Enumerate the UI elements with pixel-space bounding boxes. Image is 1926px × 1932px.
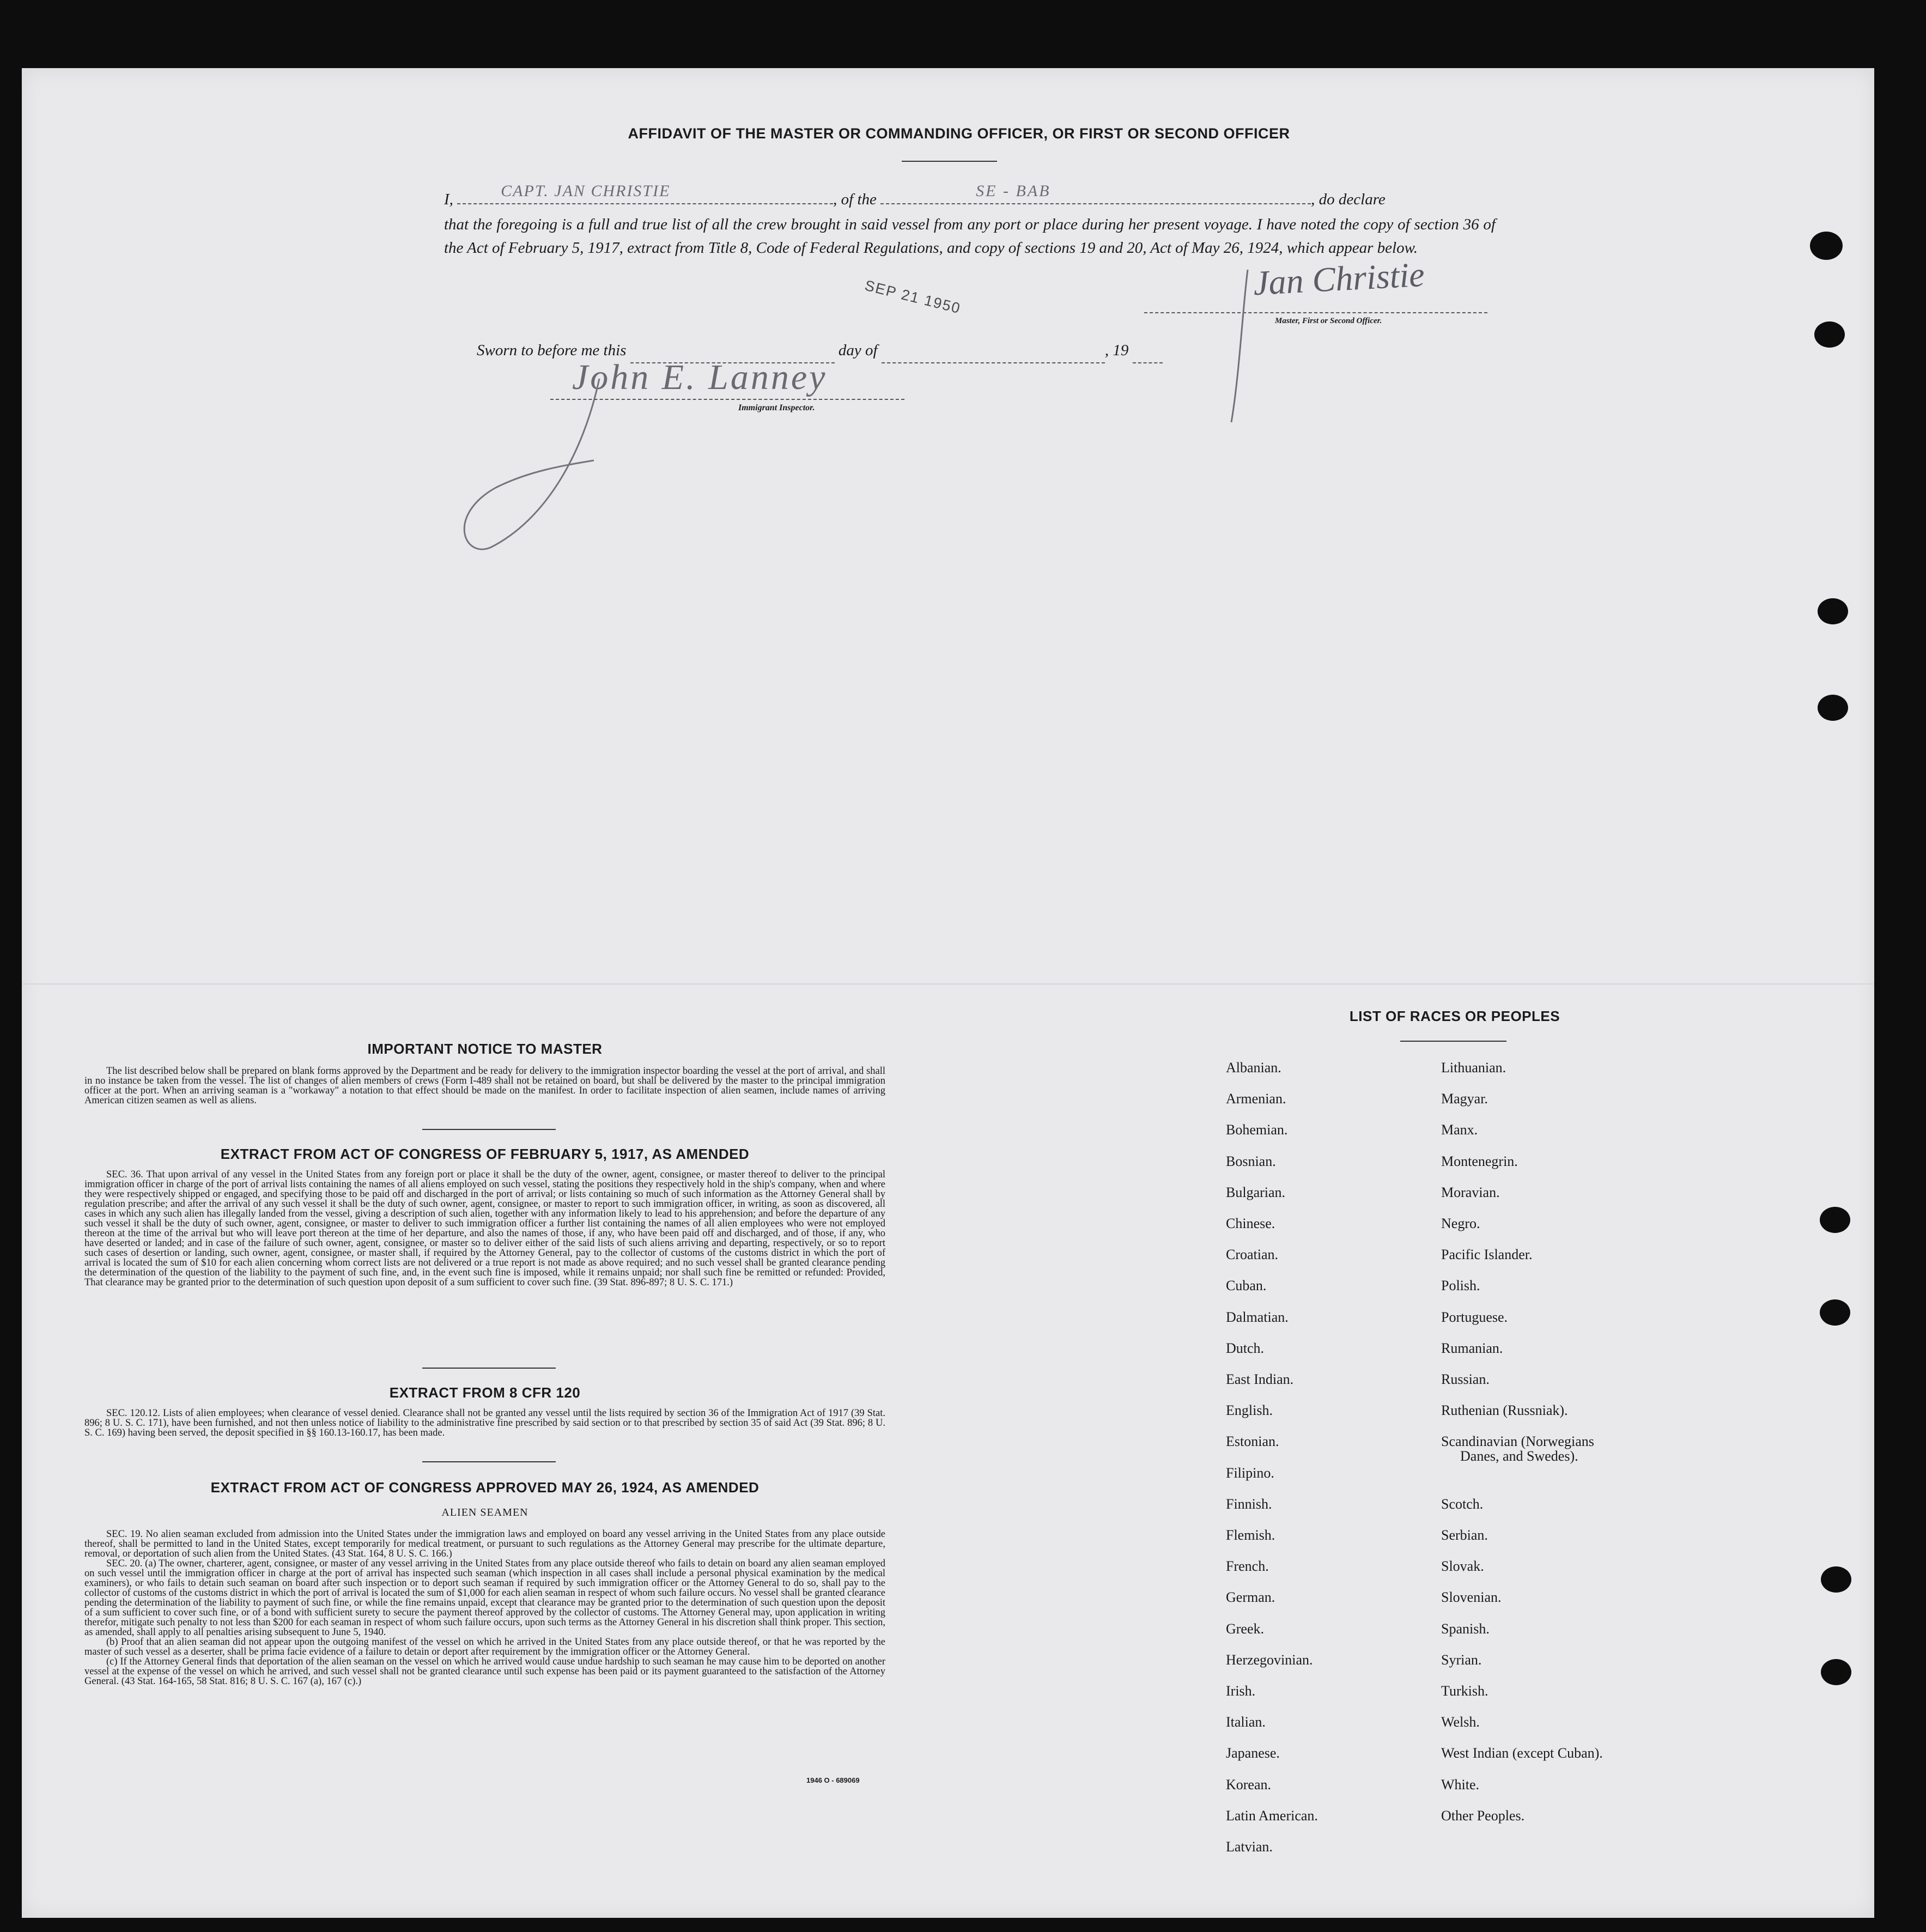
race-item: Korean. (1226, 1776, 1272, 1793)
race-item: Filipino. (1226, 1465, 1274, 1481)
sec-19-paragraph: SEC. 19. No alien seaman excluded from admission into the United States under the immigration laws and employed on board any vessel arriving in the United States from any place outside thereof, shall be permitted to land in the United States, except temporarily for medical treatment, or pursuant to such regulations as the Attorney General may prescribe for the ultimate departure, removal, or deportation of such alien from the United States. (43 Stat. 164, 8 U. S. C. 166.) (84, 1529, 885, 1559)
extract-8cfr-text (84, 1408, 885, 1438)
sec-20c-paragraph: (c) If the Attorney General finds that deportation of the alien seaman on the vessel on which he arrived would cause undue hardship to such seaman he may cause him to be deported on another vessel at the expense of the vessel on which he arrived, and such vessel shall not be granted clearance until such expense has been paid or its payment guaranteed to the satisfaction of the Attorney General. (43 Stat. 164-165, 58 Stat. 816; 8 U. S. C. 167 (a), 167 (c).) (84, 1656, 885, 1687)
binder-hole (1820, 1207, 1850, 1233)
race-item: Pacific Islander. (1441, 1247, 1533, 1263)
race-item: Moravian. (1441, 1184, 1500, 1200)
races-underline (1400, 1041, 1506, 1042)
race-item: Irish. (1226, 1683, 1256, 1699)
race-item: Russian. (1441, 1371, 1490, 1387)
extract-1924-text (84, 1529, 885, 1686)
binder-hole (1818, 695, 1848, 721)
race-item: Syrian. (1441, 1651, 1482, 1668)
race-item: Latvian. (1226, 1839, 1273, 1855)
race-item: Herzegovinian. (1226, 1651, 1313, 1668)
document-page (22, 68, 1874, 1918)
race-item: Dutch. (1226, 1340, 1265, 1356)
of-the-label: , of the (833, 191, 877, 208)
extract-1924-title: EXTRACT FROM ACT OF CONGRESS APPROVED MAY 26, 1924, AS AMENDED (210, 1479, 760, 1496)
race-item: East Indian. (1226, 1371, 1294, 1387)
notice-paragraph: The list described below shall be prepared on blank forms approved by the Department and be ready for delivery to the immigration inspector boarding the vessel at the port of arrival, and shall in no instance be taken from the vessel. The list of changes of alien members of crews (Form I-489 shall not be retained on board, but shall be delivered by the master to the principal immigration officer at the port. When an arriving seaman is a "workaway" a notation to that effect should be made on the manifest. In order to facilitate inspection of alien seamen, include names of arriving American citizen seamen as well as aliens. (84, 1066, 885, 1106)
races-title: LIST OF RACES OR PEOPLES (1349, 1008, 1560, 1024)
race-item: Italian. (1226, 1714, 1266, 1730)
race-item: Negro. (1441, 1216, 1480, 1231)
race-item: Magyar. (1441, 1091, 1488, 1107)
extract-1917-title: EXTRACT FROM ACT OF CONGRESS OF FEBRUARY 5, 1917, AS AMENDED (220, 1146, 750, 1162)
race-item: Other Peoples. (1441, 1807, 1525, 1824)
race-item: Scandinavian (Norwegians (1441, 1433, 1594, 1450)
affidavit-title: AFFIDAVIT OF THE MASTER OR COMMANDING OFFICER, OR FIRST OR SECOND OFFICER (628, 125, 1290, 142)
race-item: Flemish. (1226, 1527, 1275, 1543)
inspector-signature-flourish (452, 373, 616, 553)
extract-8cfr-paragraph: SEC. 120.12. Lists of alien employees; when clearance of vessel denied. Clearance shall not be granted any vessel until the lists required by section 36 of the Immigration Act of 1917 (39 Stat. 896; 8 U. S. C. 171), have been furnished, and not then unless notice of liability to the administrative fine prescribed by said section or to that prescribed by section 35 of said Act (39 Stat. 896; 8 U. S. C. 169) having been served, the deposit specified in §§ 160.13-160.17, has been made. (84, 1408, 885, 1438)
extract-1917-text (84, 1170, 885, 1287)
sec-20b-paragraph: (b) Proof that an alien seaman did not appear upon the outgoing manifest of the vessel on which he arrived in the United States from any place outside thereof, or that he was reported by the master of such vessel as a deserter, shall be prima facie evidence of a failure to detain or deport after requirement by the immigration officer or the Attorney General. (84, 1637, 885, 1657)
master-name-handwritten: CAPT. JAN CHRISTIE (501, 182, 671, 200)
notice-text (84, 1066, 885, 1105)
binder-hole (1810, 232, 1843, 260)
declaration-line-1 (444, 182, 1496, 211)
print-code: 1946 O - 689069 (806, 1776, 860, 1784)
divider-1 (422, 1129, 556, 1130)
inspector-signature: John E. Lanney (572, 357, 828, 397)
race-item: German. (1226, 1589, 1275, 1606)
race-item: Bulgarian. (1226, 1184, 1286, 1200)
race-item: Albanian. (1226, 1060, 1281, 1076)
race-item: Cuban. (1226, 1278, 1267, 1294)
extract-8cfr-title: EXTRACT FROM 8 CFR 120 (389, 1384, 581, 1401)
binder-hole (1820, 1299, 1850, 1326)
sworn-prefix: Sworn to before me this (477, 342, 627, 359)
master-signature: Jan Christie (1252, 254, 1426, 303)
race-item: Armenian. (1226, 1091, 1286, 1107)
race-item: Croatian. (1226, 1247, 1279, 1263)
race-item: Polish. (1441, 1278, 1480, 1294)
race-item: Danes, and Swedes). (1460, 1448, 1578, 1465)
binder-hole (1821, 1566, 1851, 1593)
race-item: Serbian. (1441, 1527, 1488, 1543)
divider-3 (422, 1461, 556, 1462)
race-item: Dalmatian. (1226, 1309, 1289, 1325)
race-item: Portuguese. (1441, 1309, 1508, 1325)
extract-1917-paragraph: SEC. 36. That upon arrival of any vessel in the United States from any foreign port or place it shall be the duty of the owner, agent, consignee, or master thereof to deliver to the principal immigration officer in charge of the port of arrival lists containing the names of all aliens employed on such vessel, stating the positions they respectively hold in the ship's company, when and where they were respectively shipped or engaged, and specifying those to be paid off and discharged in the port of arrival; or lists containing so much of such information as the Attorney General shall by regulation prescribe; and after the arrival of any such vessel it shall be the duty of such owner, agent, consignee, or master to report to such immigration officer, in writing, as soon as discovered, all cases in which any such alien has illegally landed from the vessel, giving a description of such alien, together with any information likely to lead to his apprehension; and before the departure of any such vessel it shall be the duty of such owner, agent, consignee, or master to deliver to such immigration officer a further list containing the names of all alien employees who were not employed thereon at the time of the arrival but who will leave port thereon at the time of her departure, and also the names of those, if any, who have been paid off and discharged, and of those, if any, who have deserted or landed; and in case of the failure of such owner, agent, consignee, or master so to deliver either of the said lists of such aliens arriving and departing, respectively, or so to report such cases of desertion or landing, such owner, agent, consignee, or master shall, if required by the Attorney General, pay to the collector of customs of the customs district in which the port of arrival is located the sum of $10 for each alien concerning whom correct lists are not delivered or a true report is not made as above required; and no such vessel shall be granted clearance pending the determination of the question of the liability to the payment of such fine, and, in the event such fine is imposed, while it remains unpaid; nor shall such fine be remitted or refunded: Provided, That clearance may be granted prior to the determination of such question upon deposit of a sum sufficient to cover such fine. (39 Stat. 896-897; 8 U. S. C. 171.) (84, 1169, 885, 1288)
race-item: Ruthenian (Russniak). (1441, 1402, 1568, 1419)
vessel-handwritten: SE - BAB (976, 182, 1051, 200)
race-item: Lithuanian. (1441, 1060, 1506, 1076)
divider-2 (422, 1368, 556, 1369)
race-item: Estonian. (1226, 1433, 1279, 1450)
vessel-field (880, 182, 1311, 204)
line1-prefix: I, (444, 191, 453, 208)
sworn-year-field (1133, 339, 1163, 363)
race-item: Bosnian. (1226, 1153, 1276, 1169)
race-item: Finnish. (1226, 1496, 1272, 1512)
date-stamp: SEP 21 1950 (863, 277, 963, 317)
title-underline (902, 161, 997, 162)
master-label: Master, First or Second Officer. (1275, 317, 1382, 325)
race-item: Slovak. (1441, 1558, 1484, 1575)
race-item: Turkish. (1441, 1683, 1488, 1699)
race-item: Greek. (1226, 1620, 1265, 1637)
race-item: Scotch. (1441, 1496, 1484, 1512)
race-item: Slovenian. (1441, 1589, 1502, 1606)
sec-20a-paragraph: SEC. 20. (a) The owner, charterer, agent, consignee, or master of any vessel arriving in the United States from any place outside thereof who fails to detain on board any alien seaman employed on such vessel until the immigration officer in charge at the port of arrival has inspected such seaman (which inspection in all cases shall include a personal physical examination by the medical examiners), or who fails to detain such seaman on board after such inspection or to deport such seaman if required by such immigration officer or the Attorney General to do so, shall pay to the collector of customs of the customs district in which the port of arrival is located the sum of $1,000 for each alien seaman in respect of whom such failure occurs. No vessel shall be granted clearance pending the determination of the liability to payment of such fine, or while the fine remains unpaid, except that clearance may be granted prior to the determination of such question upon the deposit of a sum sufficient to cover such fine, or of a bond with sufficient surety to secure the payment thereof approved by the collector of customs. The Attorney General may, upon application in writing therefor, mitigate such penalty to not less than $200 for each seaman in respect of whom such failure occurs, upon such terms as the Attorney General in his discretion shall think proper. This section, as amended, shall apply to all penalties arising subsequent to June 5, 1940. (84, 1558, 885, 1638)
do-declare-label: , do declare (1311, 191, 1386, 208)
extract-1924-subtitle: ALIEN SEAMEN (441, 1506, 528, 1518)
inspector-signature-line (550, 399, 904, 400)
binder-hole (1821, 1659, 1851, 1685)
declaration-body: that the foregoing is a full and true list of all the crew brought in said vessel from any port or place during her present voyage. I have noted the copy of section 36 of the Act of February 5, 1917, extract from Title 8, Code of Federal Regulations, and copy of sections 19 and 20, Act of May 26, 1924, which appear below. (444, 216, 1496, 257)
year-prefix: , 19 (1104, 342, 1129, 359)
race-item: Manx. (1441, 1122, 1478, 1138)
race-item: Latin American. (1226, 1807, 1318, 1824)
master-name-field (457, 182, 833, 204)
inspector-label: Immigrant Inspector. (738, 403, 815, 412)
sworn-month-field (882, 339, 1105, 363)
race-item: English. (1226, 1402, 1273, 1419)
notice-title: IMPORTANT NOTICE TO MASTER (367, 1041, 603, 1057)
race-item: White. (1441, 1776, 1480, 1793)
fold-line (22, 983, 1874, 985)
race-item: Japanese. (1226, 1745, 1280, 1761)
binder-hole (1818, 598, 1848, 624)
race-item: Montenegrin. (1441, 1153, 1518, 1169)
race-item: Rumanian. (1441, 1340, 1503, 1356)
race-item: Spanish. (1441, 1620, 1490, 1637)
race-item: Chinese. (1226, 1216, 1275, 1231)
race-item: Bohemian. (1226, 1122, 1288, 1138)
day-of-label: day of (838, 342, 878, 359)
race-item: Welsh. (1441, 1714, 1480, 1730)
master-signature-line (1144, 312, 1487, 313)
race-item: French. (1226, 1558, 1269, 1575)
binder-hole (1814, 321, 1845, 348)
race-item: West Indian (except Cuban). (1441, 1745, 1603, 1761)
